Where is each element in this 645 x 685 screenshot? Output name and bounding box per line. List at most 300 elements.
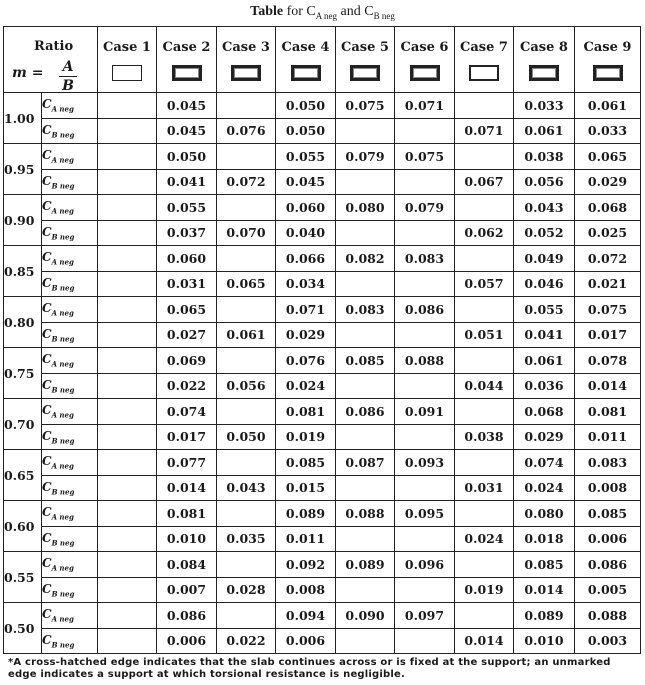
coefficient-subscript: A neg	[51, 104, 74, 114]
coefficient-cell	[217, 144, 276, 170]
coefficient-cell: 0.043	[217, 475, 276, 501]
coefficient-cell	[336, 169, 395, 195]
coefficient-cell: 0.036	[514, 373, 575, 399]
case-header	[455, 27, 514, 93]
table-row	[4, 552, 641, 578]
slab-diagram-icon	[469, 65, 499, 81]
coefficient-cell	[217, 399, 276, 425]
coefficient-subscript: B neg	[51, 588, 75, 598]
table-row	[4, 628, 641, 654]
coefficient-cell: 0.089	[276, 501, 336, 527]
case-header	[217, 27, 276, 93]
coefficient-symbol: C	[42, 505, 52, 520]
coefficient-cell: 0.069	[157, 348, 217, 374]
coefficient-cell: 0.080	[336, 195, 395, 221]
case-label: Case 2	[162, 40, 211, 55]
coefficient-cell: 0.041	[514, 322, 575, 348]
ratio-header	[4, 27, 98, 93]
coefficient-cell: 0.044	[455, 373, 514, 399]
ratio-value: 0.55	[4, 552, 42, 603]
coefficient-cell: 0.076	[276, 348, 336, 374]
coefficient-cell	[217, 348, 276, 374]
coefficient-subscript: B neg	[51, 435, 75, 445]
ratio-value: 0.90	[4, 195, 42, 246]
coefficient-cell	[336, 526, 395, 552]
coefficient-cell: 0.056	[514, 169, 575, 195]
coefficient-cell	[455, 195, 514, 221]
ca-neg-label	[42, 144, 98, 170]
coefficient-cell: 0.060	[276, 195, 336, 221]
table-row	[4, 297, 641, 323]
coefficient-cell: 0.006	[575, 526, 641, 552]
coefficient-cell: 0.033	[575, 118, 641, 144]
coefficient-symbol: C	[42, 377, 52, 392]
coefficient-cell	[98, 195, 157, 221]
coefficient-cell: 0.015	[276, 475, 336, 501]
coefficient-cell: 0.040	[276, 220, 336, 246]
table-row	[4, 322, 641, 348]
title-and: and C	[337, 4, 374, 19]
coefficient-cell	[395, 373, 455, 399]
coefficient-cell: 0.031	[455, 475, 514, 501]
coefficient-cell: 0.071	[455, 118, 514, 144]
coefficient-cell: 0.008	[276, 577, 336, 603]
coefficient-cell: 0.045	[157, 93, 217, 119]
coefficient-cell: 0.083	[575, 450, 641, 476]
coefficient-cell	[336, 271, 395, 297]
cb-neg-label	[42, 271, 98, 297]
coefficient-cell: 0.034	[276, 271, 336, 297]
coefficient-cell: 0.074	[514, 450, 575, 476]
case-header	[276, 27, 336, 93]
coefficient-cell: 0.094	[276, 603, 336, 629]
coefficient-cell: 0.087	[336, 450, 395, 476]
coefficient-cell: 0.050	[276, 118, 336, 144]
coefficient-cell: 0.093	[395, 450, 455, 476]
coefficient-cell	[336, 424, 395, 450]
cb-neg-label	[42, 373, 98, 399]
coefficient-symbol: C	[42, 428, 52, 443]
coefficient-cell: 0.056	[217, 373, 276, 399]
coefficient-cell: 0.095	[395, 501, 455, 527]
coefficient-cell: 0.043	[514, 195, 575, 221]
coefficient-subscript: B neg	[51, 282, 75, 292]
case-label: Case 3	[222, 40, 270, 55]
coefficient-subscript: B neg	[51, 537, 75, 547]
coefficient-symbol: C	[42, 301, 52, 316]
coefficient-subscript: A neg	[51, 410, 74, 420]
coefficient-cell	[98, 603, 157, 629]
coefficient-cell: 0.007	[157, 577, 217, 603]
coefficient-symbol: C	[42, 275, 52, 290]
coefficient-cell: 0.027	[157, 322, 217, 348]
ca-neg-label	[42, 195, 98, 221]
coefficient-cell: 0.010	[514, 628, 575, 654]
coefficient-cell: 0.035	[217, 526, 276, 552]
table-row	[4, 195, 641, 221]
coefficient-cell: 0.067	[455, 169, 514, 195]
coefficient-cell	[395, 271, 455, 297]
coefficient-cell: 0.021	[575, 271, 641, 297]
coefficient-cell	[395, 118, 455, 144]
table-row	[4, 144, 641, 170]
coefficient-cell	[217, 195, 276, 221]
table-row	[4, 220, 641, 246]
coefficient-cell	[98, 348, 157, 374]
coefficient-cell: 0.024	[455, 526, 514, 552]
coefficient-cell: 0.091	[395, 399, 455, 425]
table-row	[4, 475, 641, 501]
coefficient-cell: 0.017	[575, 322, 641, 348]
fraction-numerator: A	[62, 59, 74, 75]
coefficient-symbol: C	[42, 607, 52, 622]
coefficient-cell: 0.096	[395, 552, 455, 578]
coefficient-cell: 0.072	[217, 169, 276, 195]
table-row	[4, 424, 641, 450]
ratio-value: 0.75	[4, 348, 42, 399]
coefficient-cell: 0.065	[157, 297, 217, 323]
coefficient-cell	[98, 373, 157, 399]
table-row	[4, 93, 641, 119]
coefficient-cell	[336, 118, 395, 144]
coefficient-cell: 0.060	[157, 246, 217, 272]
coefficient-cell: 0.046	[514, 271, 575, 297]
table-row	[4, 399, 641, 425]
coefficient-cell	[98, 552, 157, 578]
coefficient-cell: 0.014	[514, 577, 575, 603]
case-label: Case 4	[281, 40, 330, 55]
coefficient-cell: 0.078	[575, 348, 641, 374]
coefficient-cell: 0.081	[157, 501, 217, 527]
case-header	[514, 27, 575, 93]
coefficient-cell: 0.011	[575, 424, 641, 450]
coefficient-cell: 0.014	[575, 373, 641, 399]
coefficient-cell	[336, 628, 395, 654]
case-header	[336, 27, 395, 93]
coefficient-cell: 0.077	[157, 450, 217, 476]
coefficient-table	[3, 26, 641, 654]
coefficient-subscript: A neg	[51, 308, 74, 318]
coefficient-cell	[98, 297, 157, 323]
coefficient-cell: 0.050	[217, 424, 276, 450]
cb-neg-label	[42, 526, 98, 552]
case-label: Case 5	[341, 40, 389, 55]
coefficient-cell	[217, 501, 276, 527]
table-title	[0, 4, 645, 21]
coefficient-cell	[98, 271, 157, 297]
coefficient-symbol: C	[42, 352, 52, 367]
ratio-value: 0.65	[4, 450, 42, 501]
coefficient-cell: 0.024	[514, 475, 575, 501]
coefficient-cell: 0.038	[455, 424, 514, 450]
table-row	[4, 526, 641, 552]
coefficient-cell: 0.061	[514, 348, 575, 374]
coefficient-cell	[455, 501, 514, 527]
coefficient-cell: 0.052	[514, 220, 575, 246]
coefficient-cell: 0.019	[276, 424, 336, 450]
coefficient-cell	[217, 552, 276, 578]
coefficient-cell: 0.084	[157, 552, 217, 578]
ratio-value: 1.00	[4, 93, 42, 144]
coefficient-cell: 0.055	[276, 144, 336, 170]
coefficient-cell: 0.076	[217, 118, 276, 144]
coefficient-cell: 0.051	[455, 322, 514, 348]
coefficient-cell	[98, 322, 157, 348]
coefficient-cell	[98, 144, 157, 170]
cb-neg-label	[42, 577, 98, 603]
coefficient-cell: 0.061	[575, 93, 641, 119]
coefficient-symbol: C	[42, 556, 52, 571]
coefficient-cell: 0.075	[395, 144, 455, 170]
coefficient-cell: 0.068	[514, 399, 575, 425]
table-row	[4, 577, 641, 603]
table-row	[4, 501, 641, 527]
table-row	[4, 169, 641, 195]
coefficient-cell	[395, 322, 455, 348]
coefficient-cell: 0.088	[395, 348, 455, 374]
coefficient-cell	[395, 526, 455, 552]
coefficient-cell: 0.010	[157, 526, 217, 552]
coefficient-cell	[455, 603, 514, 629]
coefficient-subscript: A neg	[51, 155, 74, 165]
coefficient-cell	[98, 399, 157, 425]
coefficient-symbol: C	[42, 326, 52, 341]
coefficient-cell: 0.079	[336, 144, 395, 170]
coefficient-symbol: C	[42, 173, 52, 188]
coefficient-symbol: C	[42, 403, 52, 418]
coefficient-cell: 0.014	[455, 628, 514, 654]
case-label: Case 8	[520, 40, 568, 55]
coefficient-cell: 0.083	[395, 246, 455, 272]
ca-neg-label	[42, 93, 98, 119]
ca-neg-label	[42, 501, 98, 527]
coefficient-cell: 0.090	[336, 603, 395, 629]
table-row	[4, 246, 641, 272]
coefficient-symbol: C	[42, 224, 52, 239]
coefficient-cell: 0.022	[157, 373, 217, 399]
coefficient-cell: 0.065	[217, 271, 276, 297]
coefficient-cell: 0.070	[217, 220, 276, 246]
ca-neg-label	[42, 552, 98, 578]
coefficient-cell: 0.068	[575, 195, 641, 221]
ratio-value: 0.50	[4, 603, 42, 654]
coefficient-symbol: C	[42, 454, 52, 469]
coefficient-cell: 0.082	[336, 246, 395, 272]
coefficient-cell: 0.041	[157, 169, 217, 195]
coefficient-subscript: B neg	[51, 486, 75, 496]
title-a-sub: A neg	[315, 10, 338, 21]
coefficient-cell	[455, 297, 514, 323]
coefficient-cell	[98, 577, 157, 603]
coefficient-cell	[98, 628, 157, 654]
coefficient-subscript: A neg	[51, 512, 74, 522]
coefficient-cell: 0.017	[157, 424, 217, 450]
ca-neg-label	[42, 297, 98, 323]
coefficient-cell: 0.018	[514, 526, 575, 552]
slab-diagram-icon	[112, 65, 142, 81]
coefficient-cell: 0.050	[157, 144, 217, 170]
coefficient-cell: 0.092	[276, 552, 336, 578]
coefficient-subscript: B neg	[51, 180, 75, 190]
coefficient-cell	[98, 475, 157, 501]
coefficient-cell: 0.086	[575, 552, 641, 578]
coefficient-cell: 0.045	[276, 169, 336, 195]
coefficient-cell: 0.031	[157, 271, 217, 297]
coefficient-cell: 0.065	[575, 144, 641, 170]
coefficient-cell	[217, 603, 276, 629]
cb-neg-label	[42, 169, 98, 195]
coefficient-cell: 0.085	[276, 450, 336, 476]
coefficient-subscript: B neg	[51, 639, 75, 649]
coefficient-cell: 0.086	[336, 399, 395, 425]
coefficient-cell: 0.025	[575, 220, 641, 246]
coefficient-cell	[455, 450, 514, 476]
coefficient-cell: 0.075	[575, 297, 641, 323]
coefficient-cell	[98, 169, 157, 195]
coefficient-cell: 0.081	[276, 399, 336, 425]
table-row	[4, 450, 641, 476]
coefficient-cell	[455, 552, 514, 578]
title-lead: Table	[250, 4, 284, 19]
coefficient-cell: 0.022	[217, 628, 276, 654]
case-label: Case 7	[460, 40, 508, 55]
coefficient-cell: 0.019	[455, 577, 514, 603]
coefficient-cell: 0.038	[514, 144, 575, 170]
coefficient-cell: 0.086	[157, 603, 217, 629]
cb-neg-label	[42, 475, 98, 501]
coefficient-subscript: A neg	[51, 257, 74, 267]
coefficient-cell	[455, 144, 514, 170]
coefficient-cell: 0.086	[395, 297, 455, 323]
coefficient-symbol: C	[42, 632, 52, 647]
coefficient-cell: 0.049	[514, 246, 575, 272]
coefficient-symbol: C	[42, 530, 52, 545]
coefficient-cell: 0.055	[157, 195, 217, 221]
coefficient-cell	[98, 501, 157, 527]
coefficient-cell: 0.028	[217, 577, 276, 603]
coefficient-subscript: A neg	[51, 563, 74, 573]
coefficient-cell	[98, 220, 157, 246]
coefficient-cell	[395, 169, 455, 195]
coefficient-cell: 0.008	[575, 475, 641, 501]
coefficient-cell	[395, 628, 455, 654]
coefficient-cell	[98, 93, 157, 119]
coefficient-cell	[98, 424, 157, 450]
coefficient-cell	[455, 399, 514, 425]
coefficient-subscript: B neg	[51, 384, 75, 394]
ratio-value: 0.80	[4, 297, 42, 348]
coefficient-cell	[217, 93, 276, 119]
coefficient-cell: 0.074	[157, 399, 217, 425]
ratio-value: 0.85	[4, 246, 42, 297]
case-header	[98, 27, 157, 93]
coefficient-cell: 0.037	[157, 220, 217, 246]
coefficient-cell: 0.029	[514, 424, 575, 450]
coefficient-symbol: C	[42, 97, 52, 112]
coefficient-subscript: A neg	[51, 359, 74, 369]
coefficient-cell: 0.050	[276, 93, 336, 119]
coefficient-cell: 0.029	[276, 322, 336, 348]
ratio-value: 0.70	[4, 399, 42, 450]
coefficient-cell	[336, 220, 395, 246]
coefficient-cell	[217, 297, 276, 323]
table-row	[4, 348, 641, 374]
cb-neg-label	[42, 322, 98, 348]
coefficient-cell: 0.011	[276, 526, 336, 552]
coefficient-cell	[395, 220, 455, 246]
ratio-value: 0.95	[4, 144, 42, 195]
fraction-denominator: B	[62, 78, 74, 94]
ca-neg-label	[42, 246, 98, 272]
coefficient-cell: 0.071	[276, 297, 336, 323]
title-b-sub: B neg	[373, 10, 395, 21]
case-label: Case 9	[583, 40, 632, 55]
coefficient-cell: 0.006	[276, 628, 336, 654]
coefficient-cell	[98, 118, 157, 144]
coefficient-symbol: C	[42, 581, 52, 596]
coefficient-symbol: C	[42, 250, 52, 265]
coefficient-cell	[455, 246, 514, 272]
ratio-fraction	[59, 59, 77, 94]
coefficient-cell	[98, 450, 157, 476]
coefficient-subscript: A neg	[51, 206, 74, 216]
coefficient-cell: 0.014	[157, 475, 217, 501]
coefficient-cell	[336, 577, 395, 603]
table-row	[4, 373, 641, 399]
coefficient-cell: 0.057	[455, 271, 514, 297]
cb-neg-label	[42, 628, 98, 654]
coefficient-cell: 0.061	[514, 118, 575, 144]
coefficient-cell	[395, 577, 455, 603]
coefficient-cell: 0.088	[575, 603, 641, 629]
coefficient-symbol: C	[42, 199, 52, 214]
footnote: *A cross-hatched edge indicates that the slab continues across or is fixed at the support; an unmarked edge indicates a support at which torsional resistance is negligible.	[8, 657, 611, 680]
coefficient-cell: 0.075	[336, 93, 395, 119]
coefficient-cell	[217, 450, 276, 476]
case-header	[575, 27, 641, 93]
coefficient-cell	[336, 373, 395, 399]
coefficient-cell: 0.097	[395, 603, 455, 629]
coefficient-cell: 0.080	[514, 501, 575, 527]
coefficient-subscript: B neg	[51, 129, 75, 139]
coefficient-cell: 0.085	[575, 501, 641, 527]
coefficient-cell: 0.085	[514, 552, 575, 578]
coefficient-symbol: C	[42, 122, 52, 137]
slab-diagram-icon	[231, 65, 261, 81]
table-row	[4, 118, 641, 144]
coefficient-cell: 0.033	[514, 93, 575, 119]
coefficient-cell: 0.024	[276, 373, 336, 399]
coefficient-cell: 0.006	[157, 628, 217, 654]
ca-neg-label	[42, 450, 98, 476]
coefficient-cell: 0.071	[395, 93, 455, 119]
slab-diagram-icon	[593, 65, 623, 81]
slab-diagram-icon	[529, 65, 559, 81]
coefficient-cell	[336, 475, 395, 501]
coefficient-cell	[455, 93, 514, 119]
ratio-label: Ratio	[34, 39, 74, 54]
coefficient-subscript: A neg	[51, 614, 74, 624]
case-label: Case 1	[103, 40, 151, 55]
ca-neg-label	[42, 399, 98, 425]
coefficient-cell: 0.066	[276, 246, 336, 272]
case-label: Case 6	[400, 40, 449, 55]
coefficient-cell	[395, 475, 455, 501]
case-header	[395, 27, 455, 93]
coefficient-cell	[98, 246, 157, 272]
ratio-value: 0.60	[4, 501, 42, 552]
coefficient-cell: 0.085	[336, 348, 395, 374]
